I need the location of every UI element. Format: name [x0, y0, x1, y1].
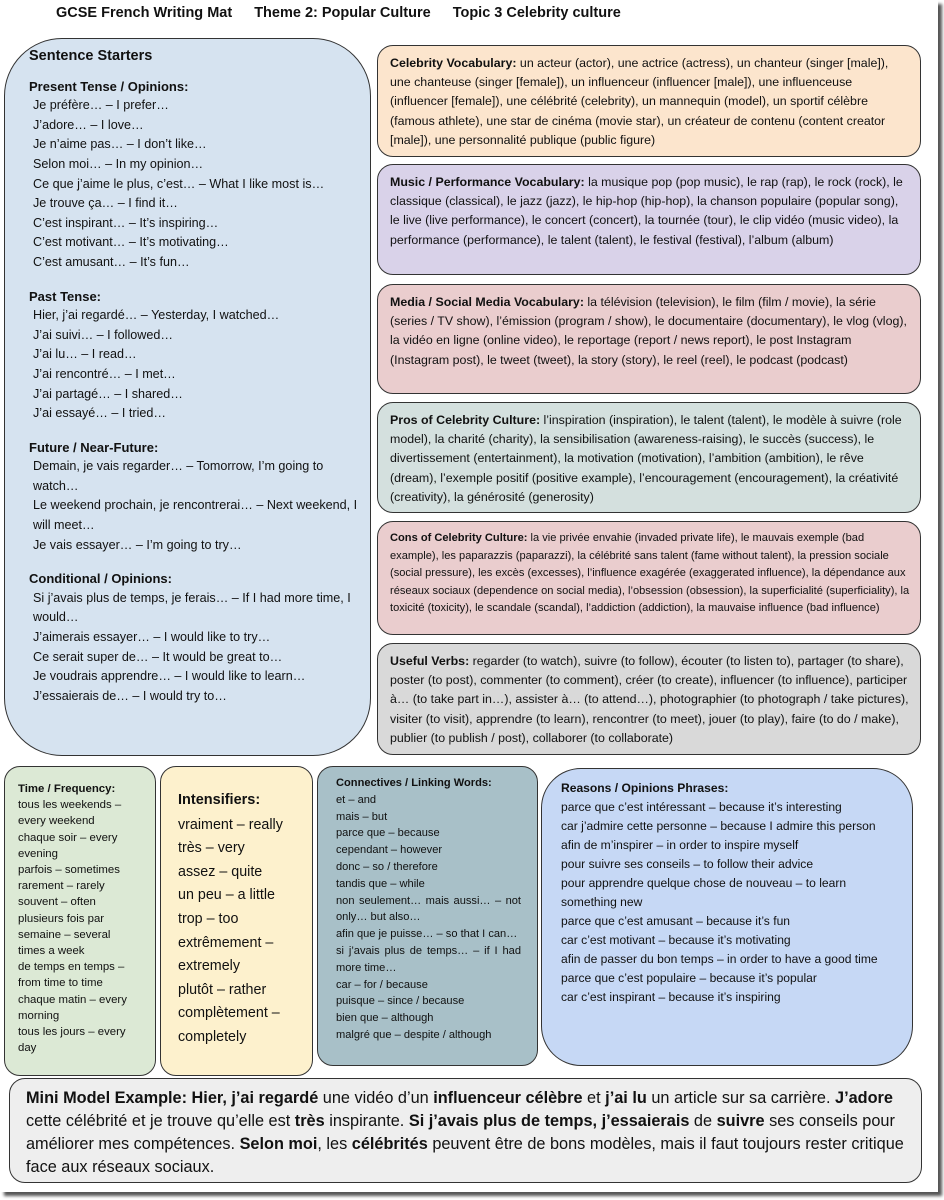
connective-line: malgré que – despite / although — [336, 1028, 492, 1041]
section-spacer — [29, 424, 358, 438]
starter-line: Le weekend prochain, je rencontrerai… – Next weekend, I will meet… — [33, 498, 358, 533]
intensifier-line: assez – quite — [178, 863, 263, 880]
mini-model-segment: J’adore — [835, 1089, 893, 1107]
vocab-box-text: l’inspiration (inspiration), le talent (talent), le modèle à suivre (role model), la charité (charity), la sensibilisation (awareness-raising), le succès (success), le divertissement (entertainment), la motivation (motivation), l’ambition (ambition), le rêve (dream), l’exemple positif (positive example), l’encouragement (encouragement), la créativité (creativity), la générosité (generosity) — [390, 413, 902, 504]
time-frequency-line: chaque soir – every — [18, 831, 118, 844]
intensifier-line: vraiment – really — [178, 816, 283, 833]
page-header — [56, 5, 639, 21]
mini-model-segment: Mini Model Example: Hier, j’ai regardé — [26, 1089, 319, 1107]
time-frequency-line: evening — [18, 847, 58, 860]
starter-line: Je trouve ça… – I find it… — [33, 196, 178, 211]
starter-line: Je n’aime pas… – I don’t like… — [33, 137, 207, 152]
reasons-title: Reasons / Opinions Phrases: — [561, 781, 729, 795]
music-vocabulary-box — [377, 164, 921, 275]
topic-title: Topic 3 Celebrity culture — [452, 5, 621, 21]
time-frequency-line: every weekend — [18, 815, 95, 828]
starter-line: Demain, je vais regarder… – Tomorrow, I’m going to watch… — [33, 459, 324, 493]
connective-line: tandis que – while — [336, 877, 425, 890]
connective-line: afin que je puisse… – so that I can… — [336, 928, 518, 941]
time-frequency-line: de temps en temps – — [18, 961, 125, 974]
starter-line: Je préfère… – I prefer… — [33, 98, 169, 113]
reason-line: afin de m’inspirer – in order to inspire myself — [561, 838, 799, 852]
connective-line: si j’avais plus de temps… – if I had more time… — [336, 944, 521, 974]
section-spacer — [29, 555, 358, 569]
vocab-box-text: la musique pop (pop music), le rap (rap), le rock (rock), le classique (classical), le jazz (jazz), le hip-hop (hip-hop), la chanson populaire (popular song), le live (live performance), le concert (concert), la tournée (tour), le clip vidéo (music video), la performance (performance), le talent (talent), le festival (festival), l’album (album) — [390, 175, 903, 247]
time-frequency-line: from time to time — [18, 977, 103, 990]
mini-model-segment: inspirante. — [324, 1112, 409, 1130]
mini-model-segment: cette célébrité et je trouve qu’elle est — [26, 1112, 295, 1130]
vocab-box-label: Pros of Celebrity Culture: — [390, 413, 541, 427]
starter-line: Ce que j’aime le plus, c’est… – What I like most is… — [33, 176, 325, 191]
mini-model-segment: célébrités — [351, 1135, 428, 1153]
useful-verbs-box — [377, 643, 921, 755]
starter-line: C’est amusant… – It’s fun… — [33, 254, 190, 269]
starter-section-heading: Past Tense: — [29, 288, 102, 304]
starter-section-heading: Future / Near-Future: — [29, 439, 159, 455]
starter-line: J’ai suivi… – I followed… — [33, 327, 173, 342]
intensifier-line: trop – too — [178, 910, 239, 927]
vocab-box-text: regarder (to watch), suivre (to follow), écouter (to listen to), partager (to share), poster (to post), commenter (to comment), créer (to create), influencer (to influence), participer à… (to take part in…), assister à… (to attend…), photographier (to photograph / take pictures), visiter (to visit), apprendre (to learn), rencontrer (to meet), jouer (to play), faire (to do / make), publier (to publish / post), collaborer (to collaborate) — [390, 654, 909, 745]
starter-line: Ce serait super de… – It would be great to… — [33, 649, 283, 664]
time-frequency-line: tous les weekends – — [18, 799, 122, 812]
connective-line: parce que – because — [336, 827, 440, 840]
section-spacer — [29, 273, 358, 287]
reason-line: parce que c’est amusant – because it’s fun — [561, 914, 791, 928]
time-frequency-line: morning — [18, 1009, 60, 1022]
vocab-box-text: un acteur (actor), une actrice (actress), un chanteur (singer [male]), une chanteuse (singer [female]), un influenceur (influencer [male]), une influenceuse (influencer [female]), une célébrité (celebrity), un mannequin (model), un sportif célèbre (famous athlete), une star de cinéma (movie star), un créateur de contenu (content creator [male]), une personnalité publique (public figure) — [390, 56, 889, 147]
reason-line: parce que c’est intéressant – because it’s interesting — [561, 800, 842, 814]
mini-model-segment: ses conseils pour améliorer mes compétences. — [26, 1112, 895, 1153]
vocab-box-text: la vie privée envahie (invaded private life), le mauvais exemple (bad example), les paparazzis (paparazzi), la célébrité sans talent (fame without talent), la pression sociale (social pressure), les excès (excesses), l’influence exagérée (exaggerated influence), la dépendance aux réseaux sociaux (dependence on social media), l’obsession (obsession), la superficialité (superficiality), la toxicité (toxicity), le scandale (scandal), l’addiction (addiction), la mauvaise influence (bad influence) — [390, 532, 910, 615]
starter-line: Je voudrais apprendre… – I would like to learn… — [33, 669, 306, 684]
time-frequency-line: chaque matin – every — [18, 993, 127, 1006]
connective-line: puisque – since / because — [336, 995, 465, 1008]
time-frequency-line: rarement – rarely — [18, 880, 105, 893]
reason-line: parce que c’est populaire – because it’s popular — [561, 971, 817, 985]
connective-line: car – for / because — [336, 978, 428, 991]
starter-line: Si j’avais plus de temps, je ferais… – If I had more time, I would… — [33, 590, 351, 625]
mini-model-segment: très — [294, 1112, 325, 1130]
time-frequency-line: plusieurs fois par — [18, 912, 105, 925]
starter-line: Je vais essayer… – I’m going to try… — [33, 537, 242, 552]
mini-model-segment: et — [582, 1089, 606, 1107]
starter-line: J’adore… – I love… — [33, 117, 144, 132]
mini-model-segment: suivre — [716, 1112, 765, 1130]
intensifier-line: extremely — [178, 958, 240, 975]
vocab-box-label: Cons of Celebrity Culture: — [390, 532, 528, 544]
mini-model-box — [9, 1078, 922, 1183]
starter-line: J’ai rencontré… – I met… — [33, 366, 176, 381]
mini-model-segment: , les — [317, 1135, 352, 1153]
reasons-box — [541, 768, 913, 1066]
intensifier-line: un peu – a little — [178, 887, 275, 904]
starter-line: J’ai essayé… – I tried… — [33, 406, 166, 421]
intensifier-line: plutôt – rather — [178, 981, 267, 998]
vocab-box-label: Celebrity Vocabulary: — [390, 56, 517, 70]
mini-model-segment: Si j’avais plus de temps, j’essaierais — [408, 1112, 690, 1130]
reason-line: car j’admire cette personne – because I admire this person — [561, 819, 876, 833]
starter-section-heading: Present Tense / Opinions: — [29, 78, 189, 94]
vocab-box-label: Useful Verbs: — [390, 654, 470, 668]
mini-model-segment: un article sur sa carrière. — [646, 1089, 836, 1107]
starter-line: Selon moi… – In my opinion… — [33, 156, 204, 171]
connective-line: cependant – however — [336, 844, 443, 857]
starter-line: Hier, j’ai regardé… – Yesterday, I watched… — [33, 308, 280, 323]
time-frequency-line: tous les jours – every — [18, 1026, 126, 1039]
reason-line: pour suivre ses conseils – to follow their advice — [561, 857, 814, 871]
connectives-title: Connectives / Linking Words: — [336, 777, 492, 789]
sentence-starters-title: Sentence Starters — [29, 48, 153, 64]
connective-line: mais – but — [336, 810, 388, 823]
intensifier-line: extrêmement – — [178, 934, 274, 951]
mini-model-segment: peuvent être de bons modèles, mais il faut toujours rester critique face aux réseaux sociaux. — [26, 1135, 904, 1176]
cons-box — [377, 521, 921, 635]
time-frequency-title: Time / Frequency: — [18, 783, 116, 795]
mat-title: GCSE French Writing Mat — [56, 5, 233, 21]
connectives-box — [317, 766, 538, 1066]
time-frequency-line: day — [18, 1042, 37, 1055]
reason-line: car c’est motivant – because it’s motivating — [561, 933, 791, 947]
starter-line: J’aimerais essayer… – I would like to try… — [33, 630, 271, 645]
time-frequency-line: semaine – several — [18, 928, 111, 941]
reason-line: pour apprendre quelque chose de nouveau – to learn something new — [561, 876, 847, 909]
time-frequency-box — [4, 766, 156, 1076]
intensifier-line: très – very — [178, 840, 245, 857]
intensifier-line: complètement – — [178, 1005, 280, 1022]
starter-line: J’ai lu… – I read… — [33, 347, 137, 362]
intensifiers-title: Intensifiers: — [178, 792, 261, 808]
starter-line: C’est inspirant… – It’s inspiring… — [33, 215, 219, 230]
pros-box — [377, 402, 921, 513]
mini-model-segment: de — [689, 1112, 717, 1130]
starter-line: J’ai partagé… – I shared… — [33, 386, 183, 401]
mini-model-segment: une vidéo d’un — [318, 1089, 434, 1107]
connective-line: non seulement… mais aussi… – not only… but also… — [336, 894, 521, 924]
media-vocabulary-box — [377, 284, 921, 394]
mini-model-segment: influenceur célèbre — [433, 1089, 583, 1107]
theme-title: Theme 2: Popular Culture — [254, 5, 431, 21]
intensifiers-box — [160, 766, 313, 1076]
vocab-box-label: Music / Performance Vocabulary: — [390, 175, 585, 189]
vocab-box-label: Media / Social Media Vocabulary: — [390, 295, 584, 309]
starter-section-heading: Conditional / Opinions: — [29, 571, 172, 587]
time-frequency-line: times a week — [18, 945, 85, 958]
connective-line: et – and — [336, 793, 377, 806]
time-frequency-line: souvent – often — [18, 896, 96, 909]
celebrity-vocabulary-box — [377, 45, 921, 157]
intensifier-line: completely — [178, 1028, 247, 1045]
connective-line: bien que – although — [336, 1012, 434, 1025]
time-frequency-line: parfois – sometimes — [18, 864, 120, 877]
connective-line: donc – so / therefore — [336, 860, 438, 873]
mini-model-segment: Selon moi — [239, 1135, 318, 1153]
reason-line: afin de passer du bon temps – in order to have a good time — [561, 952, 878, 966]
sentence-starters-box — [4, 38, 371, 756]
vocab-box-text: la télévision (television), le film (film / movie), la série (series / TV show), l’émission (program / show), le documentaire (documentary), le vlog (vlog), la vidéo en ligne (online video), le reportage (report / news report), le post Instagram (Instagram post), le tweet (tweet), la story (story), le reel (reel), le podcast (podcast) — [390, 295, 907, 367]
mini-model-segment: j’ai lu — [605, 1089, 647, 1107]
starter-line: J’essaierais de… – I would try to… — [33, 688, 227, 703]
reason-line: car c’est inspirant – because it’s inspiring — [561, 990, 781, 1004]
starter-line: C’est motivant… – It’s motivating… — [33, 235, 229, 250]
